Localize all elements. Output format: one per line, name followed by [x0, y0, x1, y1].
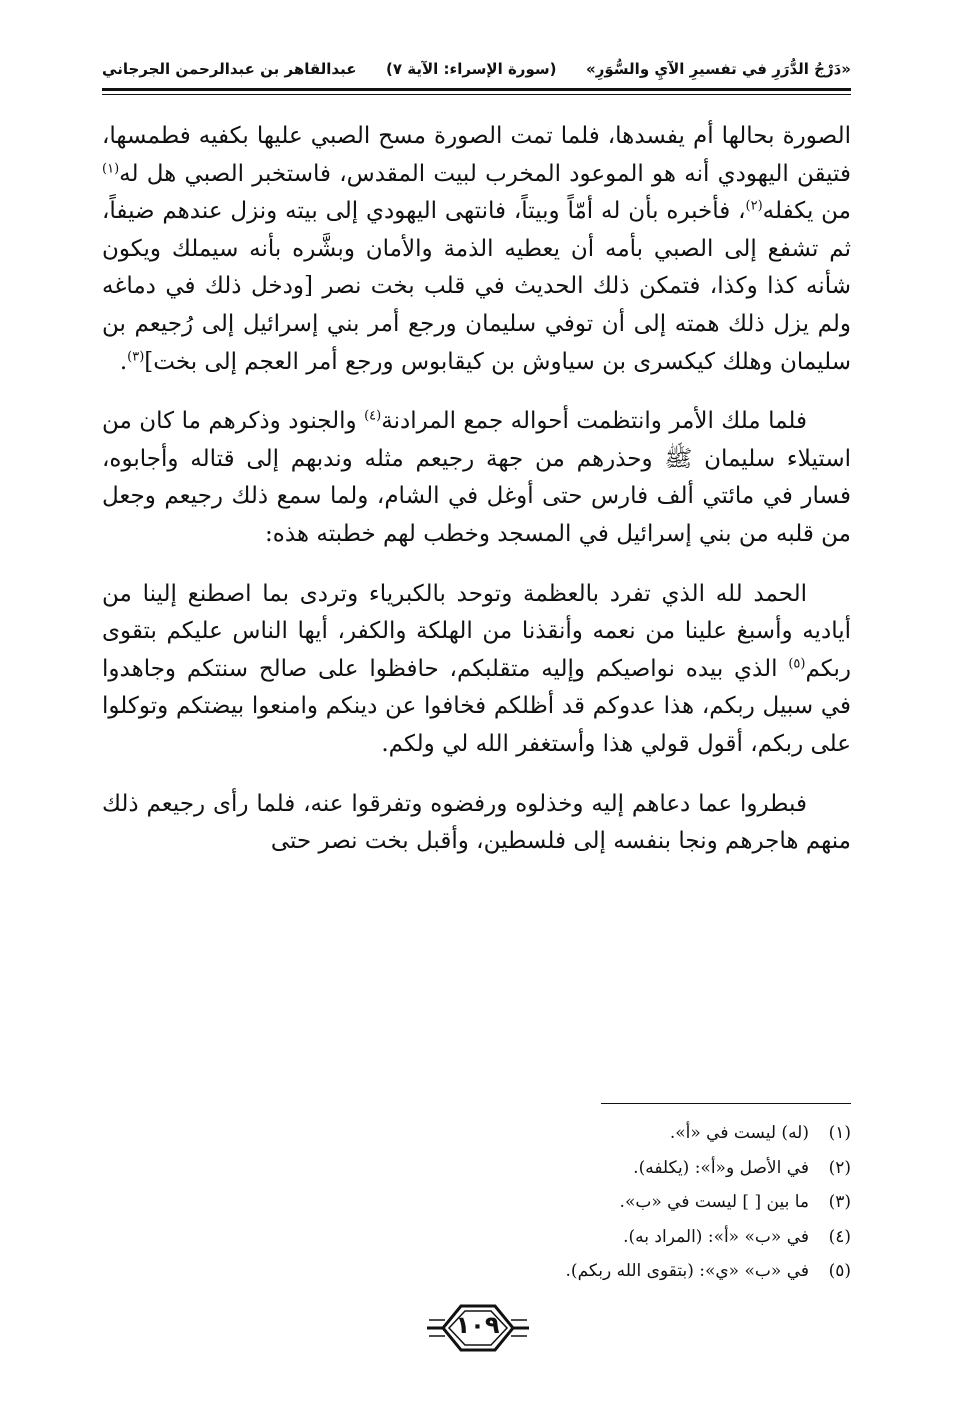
p2-text-2: والجنود وذكرهم ما كان من استيلاء سليمان ﷺ وحذرهم من جهة رجيعم مثله وندبهم إلى قتاله وأجابوه، فسار في مائتي ألف فارس حتى أوغل في الشام، ولما سمع ذلك رجيعم وجعل من قلبه من بني إسرائيل في المسجد وخطب لهم خطبته هذه: — [102, 408, 851, 547]
footnote-2 — [102, 1151, 851, 1186]
footnotes — [102, 1116, 851, 1289]
footnote-separator — [601, 1103, 851, 1104]
footnote-3 — [102, 1185, 851, 1220]
footnote-number: (٢) — [828, 1157, 851, 1178]
paragraph-1 — [102, 118, 851, 381]
footnote-1 — [102, 1116, 851, 1151]
footnote-ref-5: (٥) — [788, 656, 806, 672]
header-rule-thin — [102, 94, 851, 95]
page-number-ornament — [423, 1298, 533, 1358]
p3-text-1: الحمد لله الذي تفرد بالعظمة وتوحد بالكبرياء وتردى بما اصطنع إلينا من أياديه وأسبغ علينا من نعمه وأنقذنا من الهلكة والكفر، أيها الناس عليكم بتقوى ربكم — [102, 580, 851, 682]
running-header — [102, 52, 851, 86]
page-number: ١٠٩ — [455, 1311, 500, 1339]
footnote-number: (٣) — [828, 1192, 851, 1212]
header-section: (سورة الإسراء: الآية ٧) — [386, 60, 557, 78]
main-text — [102, 118, 851, 883]
paragraph-3 — [102, 576, 851, 764]
footnote-number: (١) — [828, 1123, 851, 1143]
footnote-ref-2: (٢) — [745, 198, 763, 214]
footnote-text: في «ب» «ي»: (بتقوى الله ربكم). — [565, 1261, 809, 1281]
footnote-number: (٥) — [828, 1261, 851, 1281]
footnote-number: (٤) — [828, 1226, 851, 1247]
footnote-5 — [102, 1254, 851, 1289]
p2-text-1: فلما ملك الأمر وانتظمت أحواله جمع المرادنة — [381, 408, 807, 435]
footnote-4 — [102, 1220, 851, 1255]
footnote-text: ما بين [ ] ليست في «ب». — [619, 1192, 809, 1212]
footnote-ref-4: (٤) — [364, 408, 382, 424]
p1-text-3: ، فأخبره بأن له أمّاً وبيتاً، فانتهى اليهودي إلى بيته ونزل عندهم ضيفاً، ثم تشفع إلى الصبي بأمه أن يعطيه الذمة والأمان وبشَّره بأنه سيملك ويكون شأنه كذا وكذا، فتمكن ذلك الحديث في قلب بخت نصر [ودخل ذلك في دماغه ولم يزل ذلك همته إلى أن توفي سليمان ورجع أمر بني إسرائيل إلى رُجيعم بن سليمان وهلك كيكسرى بن سياوش بن كيقابوس ورجع أمر العجم إلى بخت] — [102, 198, 851, 375]
footnote-text: في «ب» «أ»: (المراد به). — [623, 1226, 809, 1247]
header-book-title: «دَرْجُ الدُّرَرِ في تفسيرِ الآيِ والسُّوَرِ» — [586, 60, 851, 78]
footnote-text: (له) ليست في «أ». — [669, 1123, 809, 1143]
p1-text-4: . — [119, 348, 128, 375]
p4-text-1: فبطروا عما دعاهم إليه وخذلوه ورفضوه وتفرقوا عنه، فلما رأى رجيعم ذلك منهم هاجرهم ونجا بنفسه إلى فلسطين، وأقبل بخت نصر حتى — [102, 790, 851, 855]
footnote-ref-3: (٣) — [127, 348, 145, 364]
footnote-text: في الأصل و«أ»: (يكلفه). — [633, 1157, 809, 1178]
header-author: عبدالقاهر بن عبدالرحمن الجرجاني — [102, 60, 357, 78]
header-rule-thick — [102, 88, 851, 91]
paragraph-4 — [102, 786, 851, 861]
p1-text-1: الصورة بحالها أم يفسدها، فلما تمت الصورة مسح الصبي عليها بكفيه فطمسها، فتيقن اليهودي أنه هو الموعود المخرب لبيت المقدس، فاستخبر الصبي هل له — [102, 123, 851, 187]
p1-text-2: من يكفله — [762, 198, 852, 225]
paragraph-2 — [102, 403, 851, 553]
p3-text-2: الذي بيده نواصيكم وإليه متقلبكم، حافظوا على صالح سنتكم وجاهدوا في سبيل ربكم، هذا عدوكم قد أظلكم فخافوا عن دينكم وامنعوا بيضتكم وتوكلوا على ربكم، أقول قولي هذا وأستغفر الله لي ولكم. — [102, 655, 851, 757]
footnote-ref-1: (١) — [102, 160, 120, 176]
